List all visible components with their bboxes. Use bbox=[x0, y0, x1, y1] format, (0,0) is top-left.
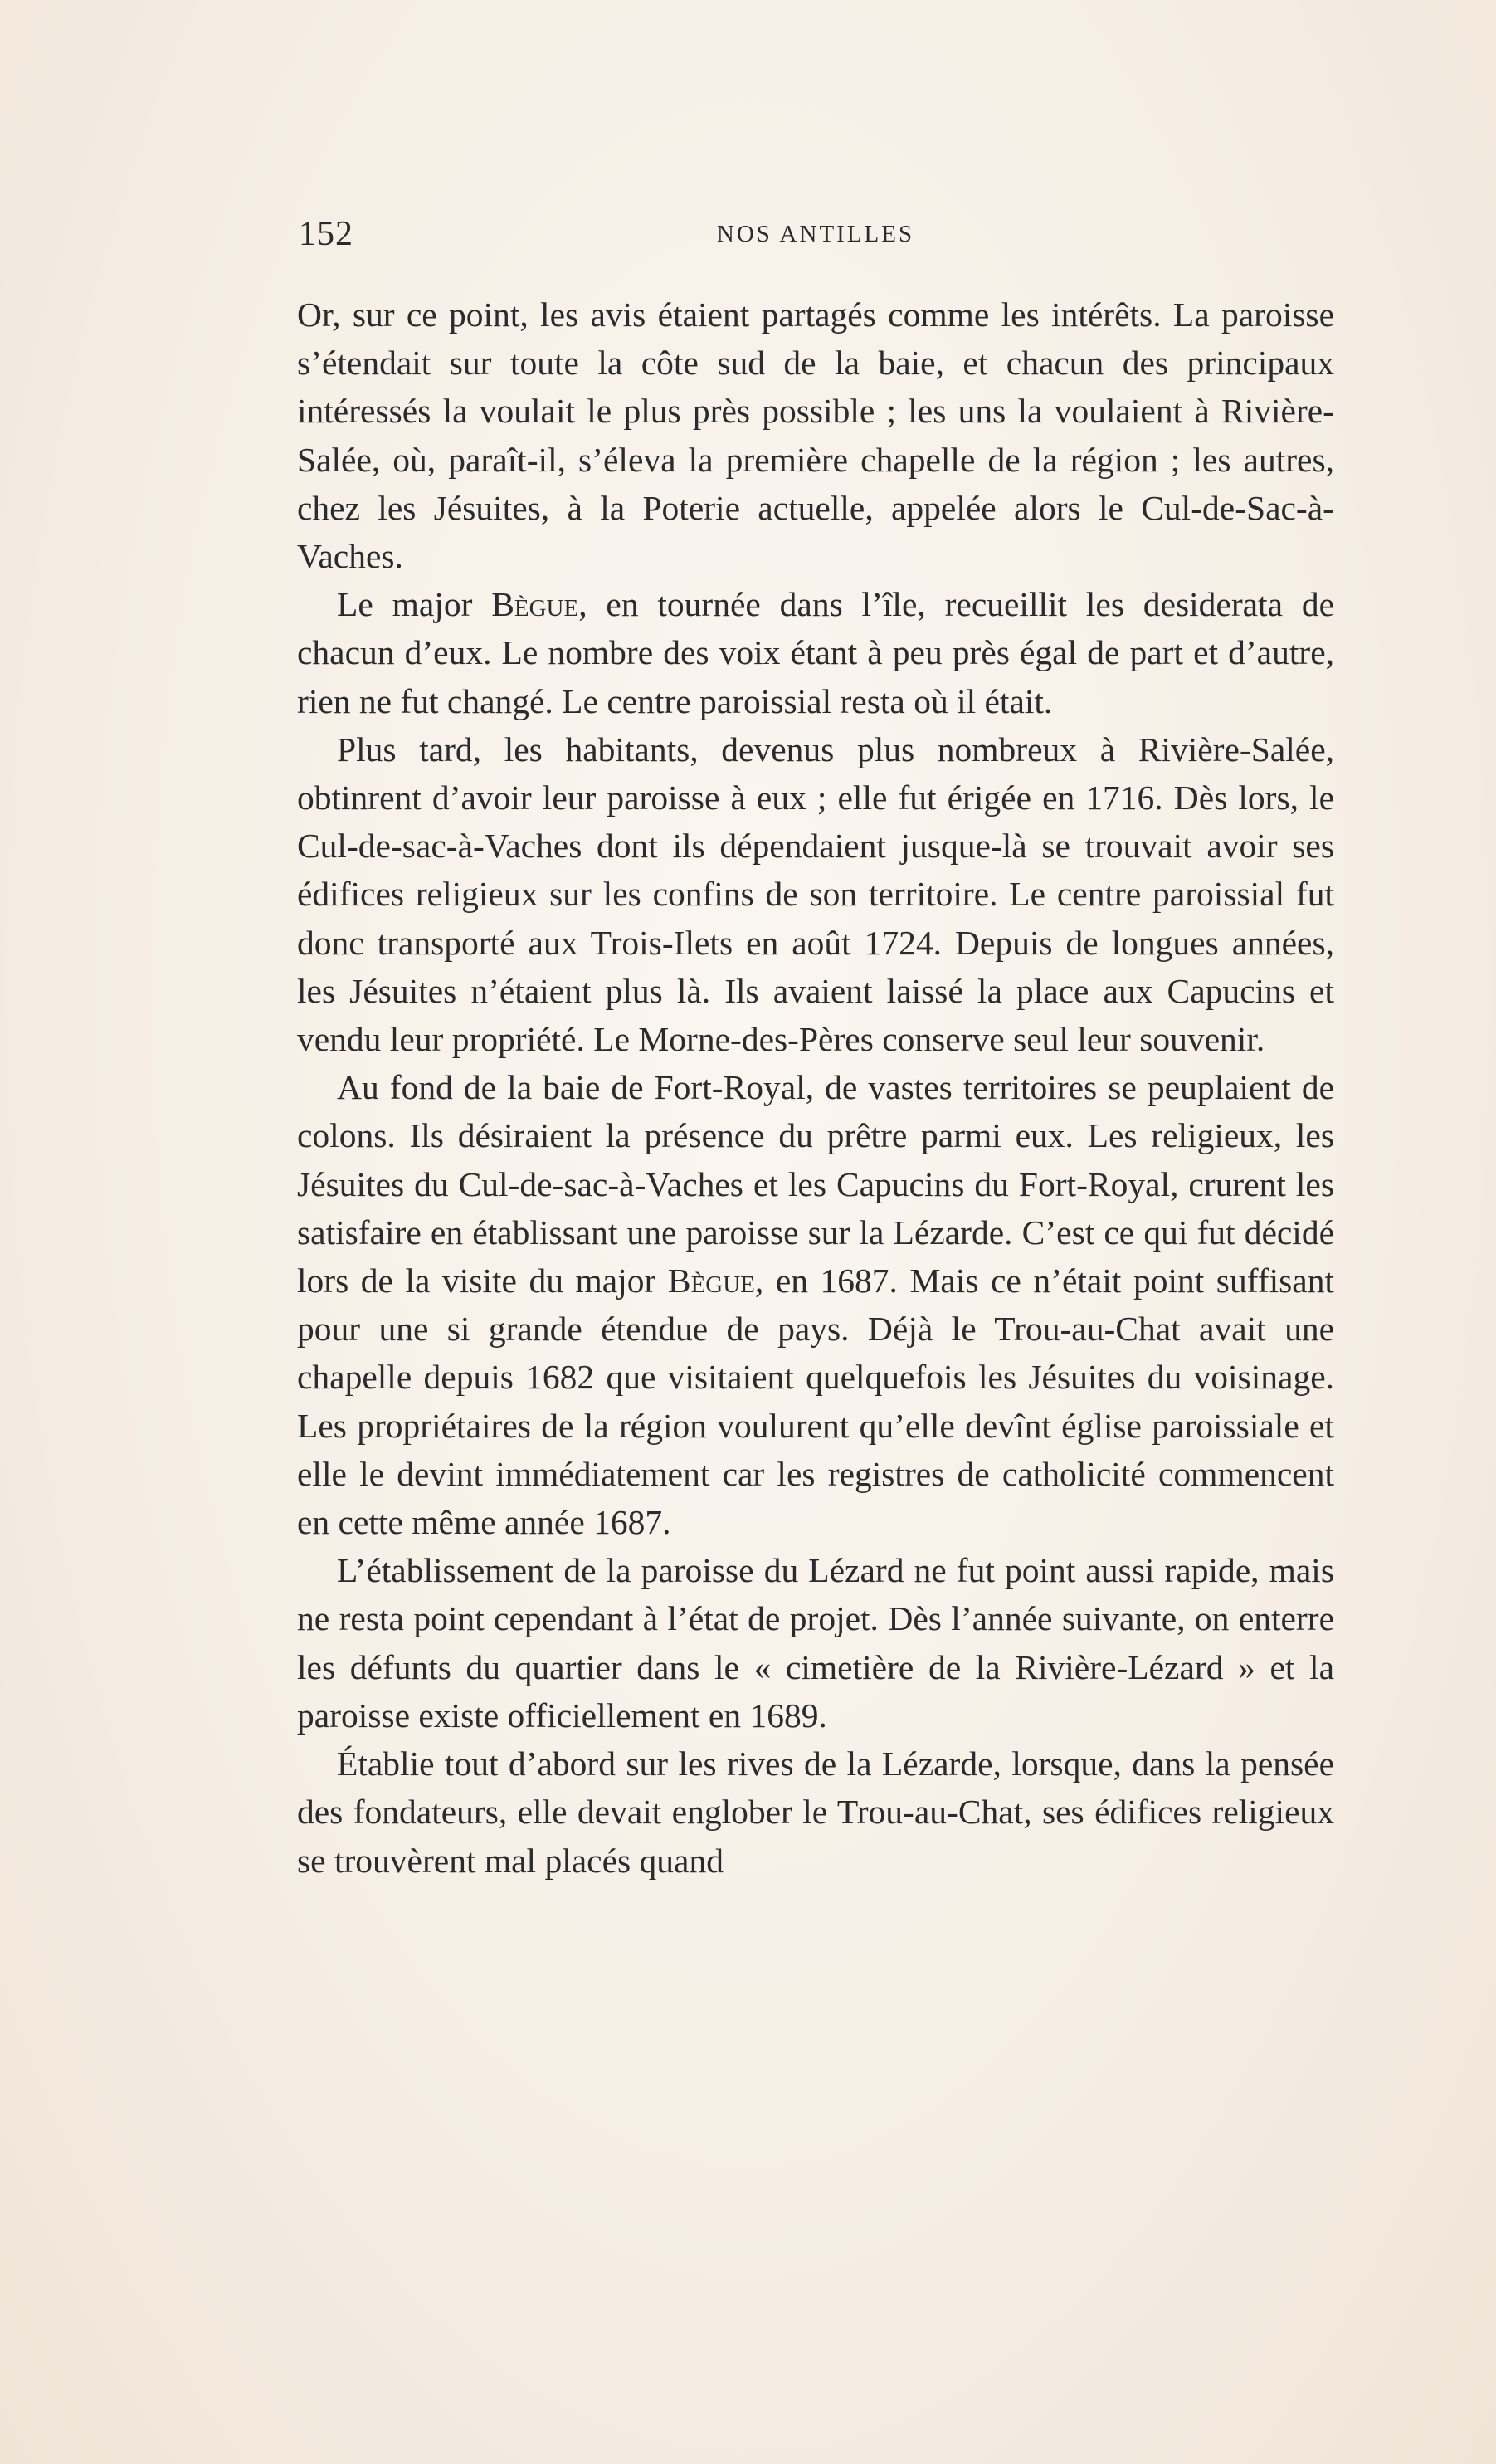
paragraph-text: , en 1687. Mais ce n’était point suffisant pour une si grande étendue de pays. Déjà le Trou-au-Chat avait une chapelle depuis 1682 que visitaient quelquefois les Jésuites du voisinage. Les propriétaires de la région voulurent qu’elle devînt église paroissiale et elle le devint immédiatement car les registres de catholicité commencent en cette même année 1687. bbox=[297, 1261, 1334, 1542]
paragraph-text: Or, sur ce point, les avis étaient partagés comme les intérêts. La paroisse s’étendait sur toute la côte sud de la baie, et chacun des principaux intéressés la voulait le plus près possible ; les uns la voulaient à Rivière-Salée, où, paraît-il, s’éleva la première chapelle de la région ; les autres, chez les Jésuites, à la Poterie actuelle, appelée alors le Cul-de-Sac-à-Vaches. bbox=[297, 295, 1334, 576]
paragraph bbox=[297, 1063, 1334, 1546]
paragraph bbox=[297, 1546, 1334, 1739]
page-header bbox=[299, 214, 1333, 256]
paragraph bbox=[297, 580, 1334, 725]
paragraph bbox=[297, 290, 1334, 580]
person-name: Bègue bbox=[491, 585, 579, 624]
person-name: Bègue bbox=[667, 1261, 755, 1300]
paragraph bbox=[297, 1739, 1334, 1885]
page-number: 152 bbox=[299, 215, 353, 253]
paragraph-text: Au fond de la baie de Fort-Royal, de vastes territoires se peuplaient de colons. Ils désiraient la présence du prêtre parmi eux. Les religieux, les Jésuites du Cul-de-sac-à-Vaches et les Capucins du Fort-Royal, crurent les satisfaire en établissant une paroisse sur la Lézarde. C’est ce qui fut décidé lors de la visite du major bbox=[297, 1068, 1334, 1300]
paragraph bbox=[297, 725, 1334, 1063]
paragraph-text: L’établissement de la paroisse du Lézard ne fut point aussi rapide, mais ne resta point cependant à l’état de projet. Dès l’année suivante, on enterre les défunts du quartier dans le « cimetière de la Rivière-Lézard » et la paroisse existe officiellement en 1689. bbox=[297, 1551, 1334, 1735]
running-title: NOS ANTILLES bbox=[716, 221, 915, 247]
paragraph-text: Plus tard, les habitants, devenus plus nombreux à Rivière-Salée, obtinrent d’avoir leur paroisse à eux ; elle fut érigée en 1716. Dès lors, le Cul-de-sac-à-Vaches dont ils dépendaient jusque-là se trouvait avoir ses édifices religieux sur les confins de son territoire. Le centre paroissial fut donc transporté aux Trois-Ilets en août 1724. Depuis de longues années, les Jésuites n’étaient plus là. Ils avaient laissé la place aux Capucins et vendu leur propriété. Le Morne-des-Pères conserve seul leur souvenir. bbox=[297, 729, 1334, 1059]
paragraph-text: Établie tout d’abord sur les rives de la Lézarde, lorsque, dans la pensée des fondateurs, elle devait englober le Trou-au-Chat, ses édifices religieux se trouvèrent mal placés quand bbox=[297, 1744, 1334, 1880]
paragraph-text: Le major bbox=[337, 585, 492, 624]
body-text bbox=[297, 290, 1334, 1885]
paragraph-text: , en tournée dans l’île, recueillit les desiderata de chacun d’eux. Le nombre des voix étant à peu près égal de part et d’autre, rien ne fut changé. Le centre paroissial resta où il était. bbox=[297, 585, 1334, 720]
